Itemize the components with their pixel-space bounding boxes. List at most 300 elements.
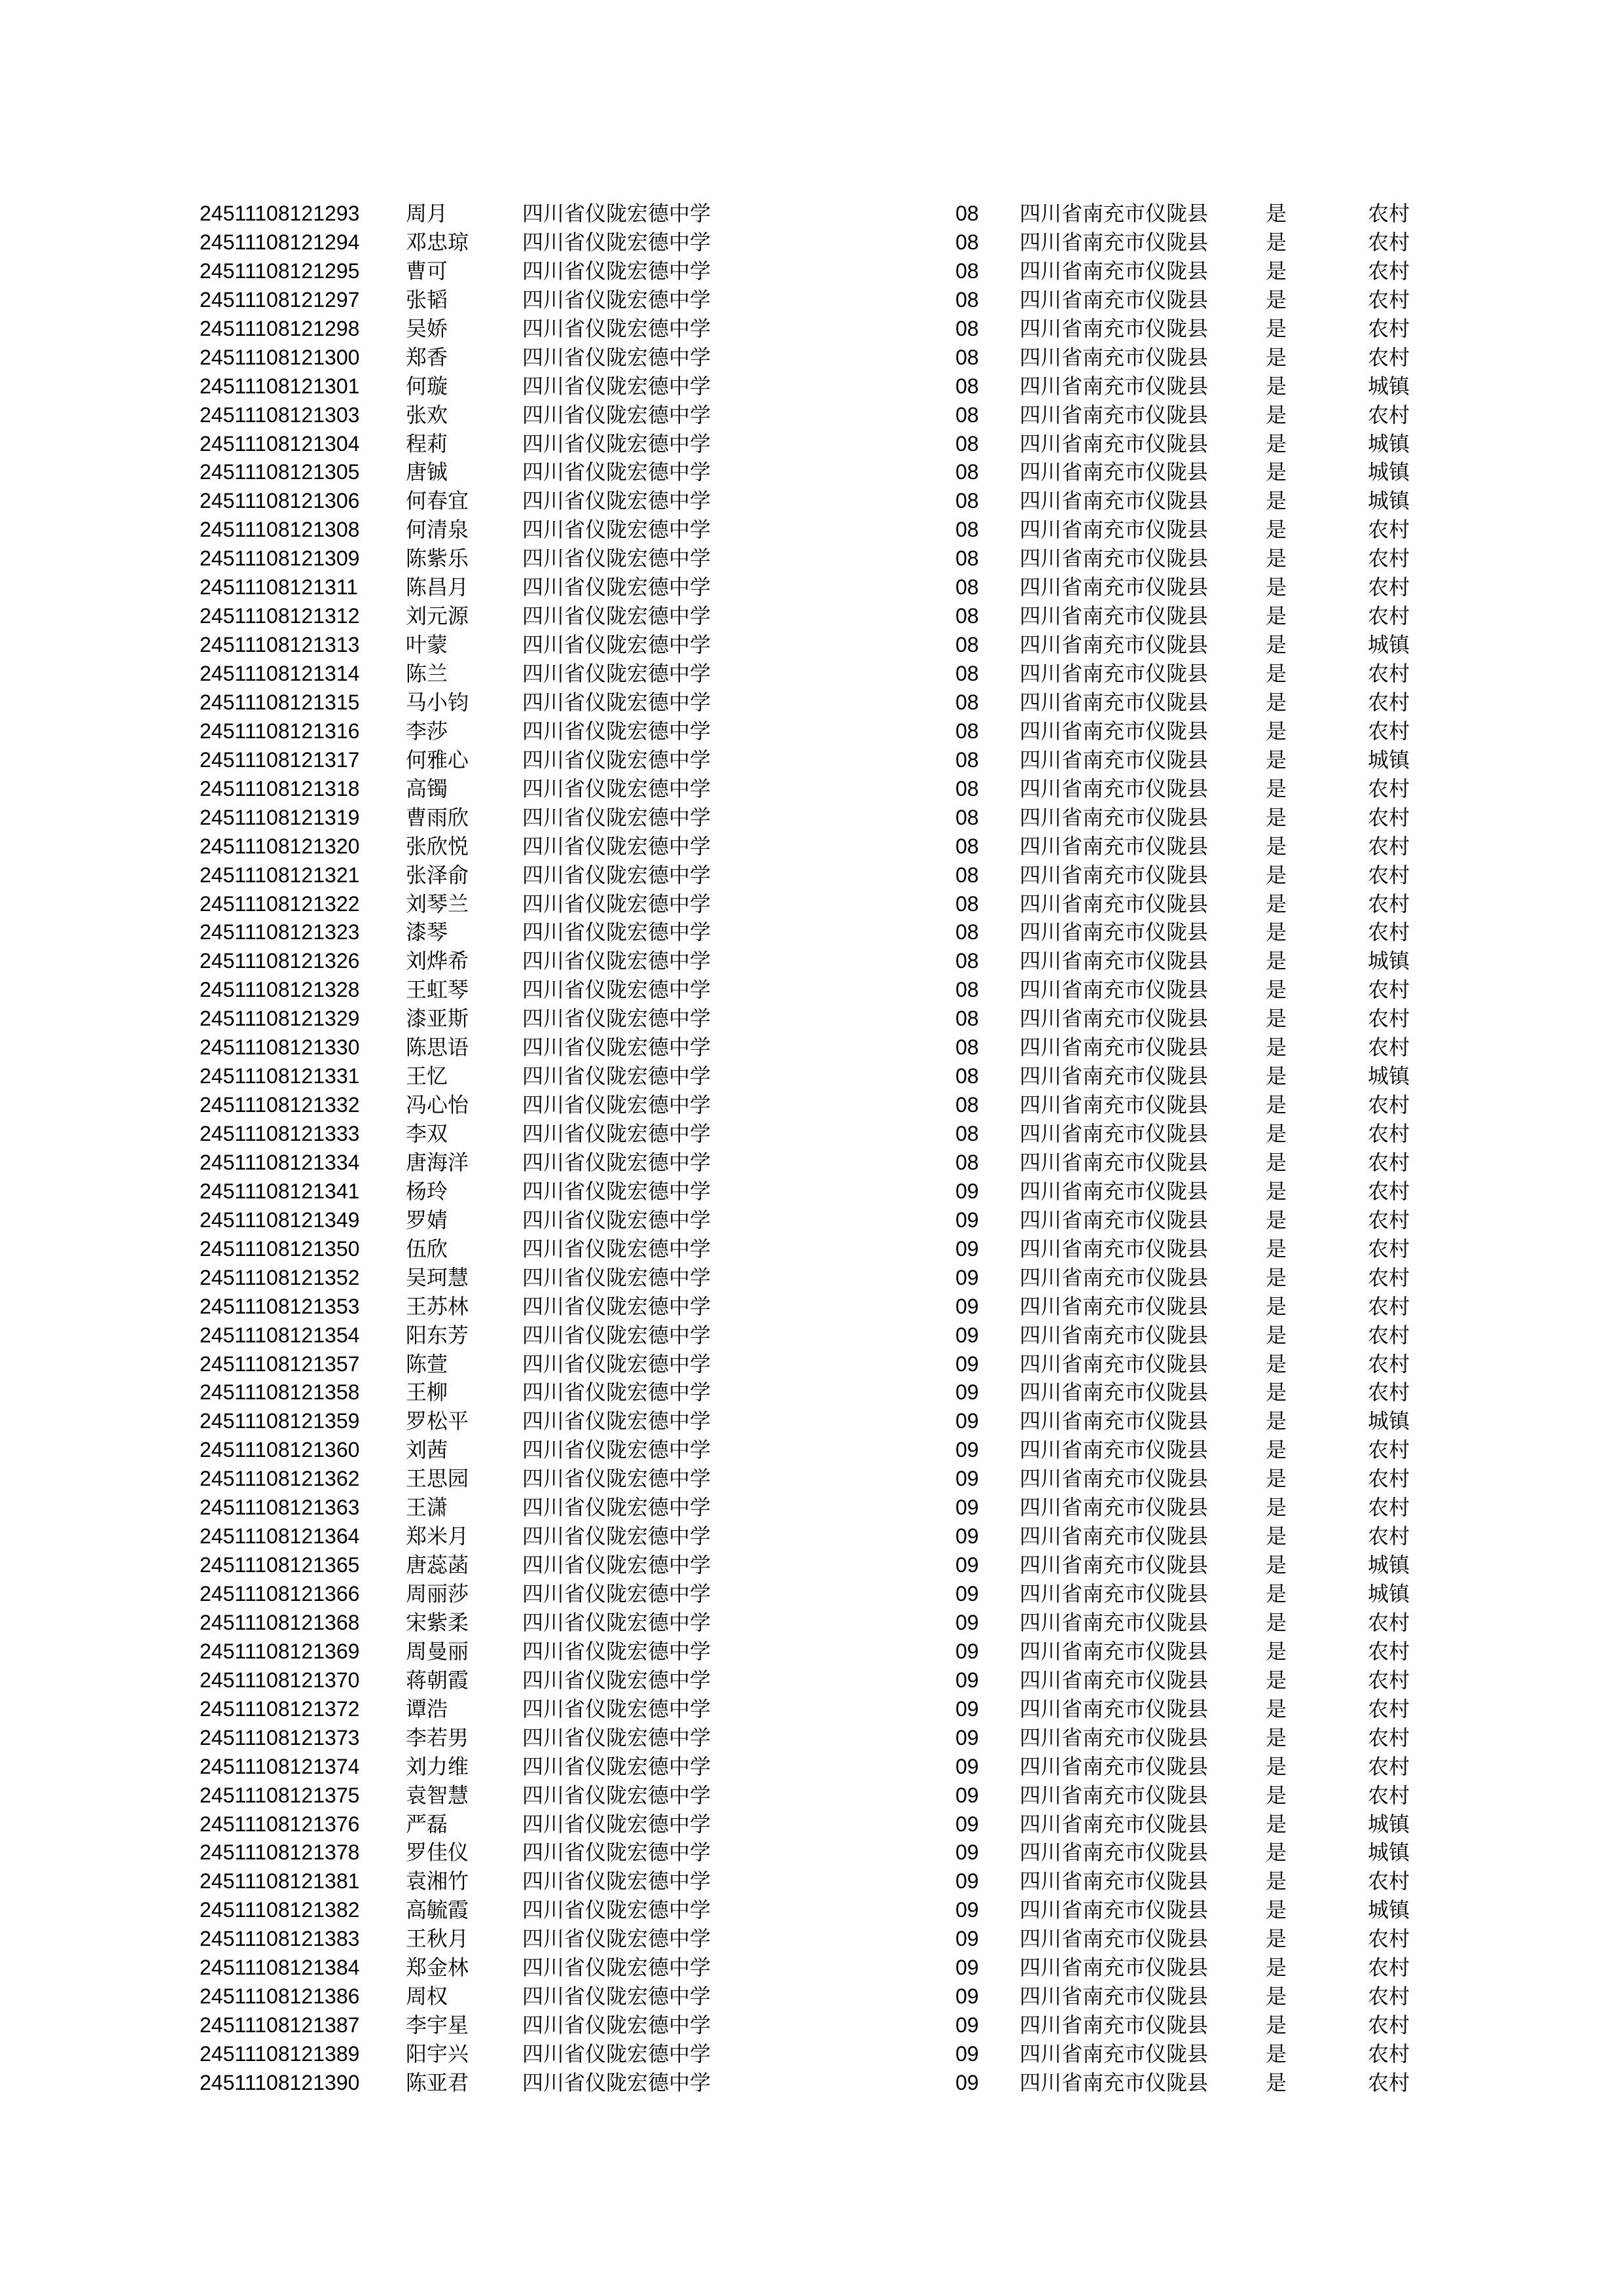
table-row	[0, 717, 1623, 746]
region-cell: 四川省南充市仪陇县	[1020, 776, 1209, 801]
eligibility-cell: 是	[1266, 632, 1287, 658]
student-name-cell: 吴娇	[406, 315, 448, 341]
table-row	[0, 1033, 1623, 1062]
school-cell: 四川省仪陇宏德中学	[522, 1753, 711, 1779]
table-row	[0, 1896, 1623, 1925]
table-row	[0, 2040, 1623, 2069]
school-cell: 四川省仪陇宏德中学	[522, 287, 711, 312]
eligibility-cell: 是	[1266, 287, 1287, 312]
school-cell: 四川省仪陇宏德中学	[522, 402, 711, 427]
region-cell: 四川省南充市仪陇县	[1020, 1437, 1209, 1463]
school-cell: 四川省仪陇宏德中学	[522, 575, 711, 600]
eligibility-cell: 是	[1266, 1782, 1287, 1808]
region-cell: 四川省南充市仪陇县	[1020, 833, 1209, 859]
student-id-cell: 24511108121387	[200, 2013, 360, 2037]
class-number-cell: 08	[955, 489, 979, 513]
class-number-cell: 08	[955, 633, 979, 657]
eligibility-cell: 是	[1266, 2013, 1287, 2038]
school-cell: 四川省仪陇宏德中学	[522, 1897, 711, 1923]
student-id-cell: 24511108121381	[200, 1869, 360, 1893]
student-id-cell: 24511108121321	[200, 863, 360, 887]
roster-table	[0, 200, 1623, 2098]
residence-type-cell: 农村	[1368, 1092, 1410, 1118]
region-cell: 四川省南充市仪陇县	[1020, 2013, 1209, 2038]
region-cell: 四川省南充市仪陇县	[1020, 1524, 1209, 1549]
student-id-cell: 24511108121295	[200, 259, 360, 283]
eligibility-cell: 是	[1266, 229, 1287, 255]
class-number-cell: 09	[955, 2070, 979, 2094]
eligibility-cell: 是	[1266, 344, 1287, 370]
eligibility-cell: 是	[1266, 1322, 1287, 1348]
residence-type-cell: 农村	[1368, 258, 1410, 283]
region-cell: 四川省南充市仪陇县	[1020, 1897, 1209, 1923]
region-cell: 四川省南充市仪陇县	[1020, 373, 1209, 399]
residence-type-cell: 城镇	[1368, 459, 1410, 485]
school-cell: 四川省仪陇宏德中学	[522, 1926, 711, 1952]
table-row	[0, 315, 1623, 344]
region-cell: 四川省南充市仪陇县	[1020, 546, 1209, 571]
table-row	[0, 1782, 1623, 1810]
student-id-cell: 24511108121386	[200, 1984, 360, 2009]
eligibility-cell: 是	[1266, 920, 1287, 945]
school-cell: 四川省仪陇宏德中学	[522, 833, 711, 859]
eligibility-cell: 是	[1266, 201, 1287, 226]
eligibility-cell: 是	[1266, 1840, 1287, 1865]
residence-type-cell: 农村	[1368, 1178, 1410, 1204]
region-cell: 四川省南充市仪陇县	[1020, 1293, 1209, 1319]
region-cell: 四川省南充市仪陇县	[1020, 1380, 1209, 1405]
student-name-cell: 李宇星	[406, 2013, 469, 2038]
student-id-cell: 24511108121319	[200, 805, 360, 829]
eligibility-cell: 是	[1266, 1811, 1287, 1837]
table-row	[0, 689, 1623, 717]
student-name-cell: 陈亚君	[406, 2070, 469, 2095]
student-name-cell: 陈紫乐	[406, 546, 469, 571]
eligibility-cell: 是	[1266, 833, 1287, 859]
table-row	[0, 430, 1623, 459]
eligibility-cell: 是	[1266, 1265, 1287, 1290]
class-number-cell: 09	[955, 1323, 979, 1347]
student-name-cell: 何璇	[406, 373, 448, 399]
student-id-cell: 24511108121309	[200, 547, 360, 571]
region-cell: 四川省南充市仪陇县	[1020, 459, 1209, 485]
region-cell: 四川省南充市仪陇县	[1020, 2041, 1209, 2066]
class-number-cell: 08	[955, 863, 979, 887]
eligibility-cell: 是	[1266, 776, 1287, 801]
student-name-cell: 陈兰	[406, 661, 448, 686]
class-number-cell: 08	[955, 1007, 979, 1031]
student-name-cell: 张欢	[406, 402, 448, 427]
eligibility-cell: 是	[1266, 747, 1287, 772]
table-row	[0, 1724, 1623, 1753]
eligibility-cell: 是	[1266, 402, 1287, 427]
student-id-cell: 24511108121323	[200, 920, 360, 944]
region-cell: 四川省南充市仪陇县	[1020, 1552, 1209, 1578]
class-number-cell: 09	[955, 1639, 979, 1663]
residence-type-cell: 农村	[1368, 344, 1410, 370]
table-row	[0, 1839, 1623, 1867]
student-name-cell: 刘力维	[406, 1753, 469, 1779]
residence-type-cell: 农村	[1368, 1293, 1410, 1319]
region-cell: 四川省南充市仪陇县	[1020, 977, 1209, 1003]
eligibility-cell: 是	[1266, 1121, 1287, 1146]
residence-type-cell: 农村	[1368, 1984, 1410, 2009]
residence-type-cell: 城镇	[1368, 1811, 1410, 1837]
student-name-cell: 周曼丽	[406, 1638, 469, 1664]
region-cell: 四川省南充市仪陇县	[1020, 1609, 1209, 1635]
student-id-cell: 24511108121349	[200, 1208, 360, 1232]
student-id-cell: 24511108121301	[200, 374, 360, 398]
residence-type-cell: 农村	[1368, 1149, 1410, 1175]
class-number-cell: 09	[955, 1294, 979, 1318]
eligibility-cell: 是	[1266, 1955, 1287, 1981]
table-row	[0, 804, 1623, 833]
student-id-cell: 24511108121341	[200, 1179, 360, 1203]
student-name-cell: 袁湘竹	[406, 1869, 469, 1894]
student-name-cell: 吴珂慧	[406, 1265, 469, 1290]
student-id-cell: 24511108121313	[200, 633, 360, 657]
region-cell: 四川省南充市仪陇县	[1020, 1840, 1209, 1865]
eligibility-cell: 是	[1266, 1466, 1287, 1492]
student-name-cell: 周丽莎	[406, 1581, 469, 1606]
table-row	[0, 1982, 1623, 2011]
eligibility-cell: 是	[1266, 891, 1287, 916]
eligibility-cell: 是	[1266, 1064, 1287, 1089]
student-name-cell: 高毓霞	[406, 1897, 469, 1923]
school-cell: 四川省仪陇宏德中学	[522, 862, 711, 888]
residence-type-cell: 城镇	[1368, 1064, 1410, 1089]
table-row	[0, 890, 1623, 919]
class-number-cell: 08	[955, 949, 979, 973]
residence-type-cell: 农村	[1368, 833, 1410, 859]
student-id-cell: 24511108121353	[200, 1294, 360, 1318]
school-cell: 四川省仪陇宏德中学	[522, 488, 711, 514]
student-id-cell: 24511108121298	[200, 316, 360, 340]
region-cell: 四川省南充市仪陇县	[1020, 920, 1209, 945]
table-row	[0, 775, 1623, 804]
class-number-cell: 08	[955, 978, 979, 1002]
school-cell: 四川省仪陇宏德中学	[522, 1035, 711, 1060]
student-name-cell: 王忆	[406, 1064, 448, 1089]
region-cell: 四川省南充市仪陇县	[1020, 1581, 1209, 1606]
school-cell: 四川省仪陇宏德中学	[522, 517, 711, 543]
student-id-cell: 24511108121305	[200, 460, 360, 484]
student-name-cell: 唐铖	[406, 459, 448, 485]
school-cell: 四川省仪陇宏德中学	[522, 201, 711, 226]
region-cell: 四川省南充市仪陇县	[1020, 1006, 1209, 1031]
school-cell: 四川省仪陇宏德中学	[522, 1869, 711, 1894]
eligibility-cell: 是	[1266, 1926, 1287, 1952]
student-id-cell: 24511108121383	[200, 1927, 360, 1951]
region-cell: 四川省南充市仪陇县	[1020, 431, 1209, 456]
table-row	[0, 2069, 1623, 2098]
region-cell: 四川省南充市仪陇县	[1020, 1351, 1209, 1376]
table-row	[0, 1810, 1623, 1839]
school-cell: 四川省仪陇宏德中学	[522, 1293, 711, 1319]
eligibility-cell: 是	[1266, 1581, 1287, 1606]
student-id-cell: 24511108121366	[200, 1582, 360, 1605]
student-name-cell: 刘元源	[406, 603, 469, 629]
table-row	[0, 1580, 1623, 1609]
eligibility-cell: 是	[1266, 373, 1287, 399]
residence-type-cell: 农村	[1368, 1725, 1410, 1750]
residence-type-cell: 农村	[1368, 315, 1410, 341]
eligibility-cell: 是	[1266, 1006, 1287, 1031]
school-cell: 四川省仪陇宏德中学	[522, 373, 711, 399]
student-id-cell: 24511108121373	[200, 1725, 360, 1749]
residence-type-cell: 城镇	[1368, 1840, 1410, 1865]
residence-type-cell: 城镇	[1368, 1897, 1410, 1923]
eligibility-cell: 是	[1266, 1236, 1287, 1261]
student-name-cell: 陈萱	[406, 1351, 448, 1376]
class-number-cell: 09	[955, 1208, 979, 1232]
eligibility-cell: 是	[1266, 488, 1287, 514]
school-cell: 四川省仪陇宏德中学	[522, 891, 711, 916]
table-row	[0, 1005, 1623, 1033]
residence-type-cell: 农村	[1368, 1869, 1410, 1894]
eligibility-cell: 是	[1266, 1380, 1287, 1405]
student-name-cell: 张泽俞	[406, 862, 469, 888]
region-cell: 四川省南充市仪陇县	[1020, 661, 1209, 686]
school-cell: 四川省仪陇宏德中学	[522, 431, 711, 456]
student-name-cell: 杨玲	[406, 1178, 448, 1204]
student-id-cell: 24511108121364	[200, 1524, 360, 1549]
residence-type-cell: 农村	[1368, 1035, 1410, 1060]
student-name-cell: 马小钧	[406, 689, 469, 715]
school-cell: 四川省仪陇宏德中学	[522, 1552, 711, 1578]
region-cell: 四川省南充市仪陇县	[1020, 287, 1209, 312]
student-name-cell: 何清泉	[406, 517, 469, 543]
student-id-cell: 24511108121316	[200, 719, 360, 743]
student-name-cell: 冯心怡	[406, 1092, 469, 1118]
eligibility-cell: 是	[1266, 258, 1287, 283]
class-number-cell: 09	[955, 1610, 979, 1634]
region-cell: 四川省南充市仪陇县	[1020, 1926, 1209, 1952]
residence-type-cell: 农村	[1368, 1437, 1410, 1463]
table-row	[0, 660, 1623, 689]
school-cell: 四川省仪陇宏德中学	[522, 718, 711, 744]
residence-type-cell: 农村	[1368, 1006, 1410, 1031]
residence-type-cell: 农村	[1368, 689, 1410, 715]
eligibility-cell: 是	[1266, 1293, 1287, 1319]
region-cell: 四川省南充市仪陇县	[1020, 1207, 1209, 1232]
school-cell: 四川省仪陇宏德中学	[522, 229, 711, 255]
region-cell: 四川省南充市仪陇县	[1020, 689, 1209, 715]
student-name-cell: 王思园	[406, 1466, 469, 1492]
student-name-cell: 邓忠琼	[406, 229, 469, 255]
table-row	[0, 1867, 1623, 1896]
class-number-cell: 09	[955, 1725, 979, 1749]
class-number-cell: 08	[955, 460, 979, 484]
student-id-cell: 24511108121354	[200, 1323, 360, 1347]
table-row	[0, 1120, 1623, 1149]
student-name-cell: 李双	[406, 1121, 448, 1146]
student-id-cell: 24511108121359	[200, 1409, 360, 1433]
student-id-cell: 24511108121374	[200, 1754, 360, 1778]
table-row	[0, 1638, 1623, 1666]
table-row	[0, 516, 1623, 545]
residence-type-cell: 城镇	[1368, 488, 1410, 514]
class-number-cell: 09	[955, 1380, 979, 1405]
table-row	[0, 1091, 1623, 1120]
table-row	[0, 1494, 1623, 1522]
residence-type-cell: 城镇	[1368, 747, 1410, 772]
school-cell: 四川省仪陇宏德中学	[522, 1380, 711, 1405]
student-id-cell: 24511108121372	[200, 1696, 360, 1721]
table-row	[0, 573, 1623, 602]
residence-type-cell: 农村	[1368, 920, 1410, 945]
residence-type-cell: 农村	[1368, 1667, 1410, 1693]
residence-type-cell: 农村	[1368, 1265, 1410, 1290]
student-name-cell: 唐海洋	[406, 1149, 469, 1175]
residence-type-cell: 农村	[1368, 804, 1410, 830]
school-cell: 四川省仪陇宏德中学	[522, 1782, 711, 1808]
student-name-cell: 郑金林	[406, 1955, 469, 1981]
eligibility-cell: 是	[1266, 661, 1287, 686]
region-cell: 四川省南充市仪陇县	[1020, 1149, 1209, 1175]
student-id-cell: 24511108121365	[200, 1553, 360, 1577]
class-number-cell: 09	[955, 1984, 979, 2009]
student-id-cell: 24511108121306	[200, 489, 360, 513]
student-id-cell: 24511108121308	[200, 518, 360, 542]
class-number-cell: 08	[955, 747, 979, 772]
region-cell: 四川省南充市仪陇县	[1020, 1667, 1209, 1693]
school-cell: 四川省仪陇宏德中学	[522, 258, 711, 283]
class-number-cell: 09	[955, 1524, 979, 1549]
class-number-cell: 09	[955, 1553, 979, 1577]
student-id-cell: 24511108121362	[200, 1467, 360, 1491]
region-cell: 四川省南充市仪陇县	[1020, 1869, 1209, 1894]
school-cell: 四川省仪陇宏德中学	[522, 1064, 711, 1089]
student-name-cell: 袁智慧	[406, 1782, 469, 1808]
eligibility-cell: 是	[1266, 1178, 1287, 1204]
table-row	[0, 1206, 1623, 1235]
school-cell: 四川省仪陇宏德中学	[522, 2070, 711, 2095]
school-cell: 四川省仪陇宏德中学	[522, 1581, 711, 1606]
region-cell: 四川省南充市仪陇县	[1020, 1121, 1209, 1146]
eligibility-cell: 是	[1266, 1609, 1287, 1635]
student-name-cell: 曹可	[406, 258, 448, 283]
class-number-cell: 09	[955, 2042, 979, 2066]
student-name-cell: 何雅心	[406, 747, 469, 772]
student-id-cell: 24511108121389	[200, 2042, 360, 2066]
residence-type-cell: 农村	[1368, 1121, 1410, 1146]
region-cell: 四川省南充市仪陇县	[1020, 1236, 1209, 1261]
eligibility-cell: 是	[1266, 1552, 1287, 1578]
school-cell: 四川省仪陇宏德中学	[522, 1437, 711, 1463]
student-name-cell: 严磊	[406, 1811, 448, 1837]
class-number-cell: 09	[955, 1812, 979, 1836]
class-number-cell: 08	[955, 1064, 979, 1088]
class-number-cell: 09	[955, 1783, 979, 1807]
school-cell: 四川省仪陇宏德中学	[522, 2013, 711, 2038]
school-cell: 四川省仪陇宏德中学	[522, 920, 711, 945]
region-cell: 四川省南充市仪陇县	[1020, 488, 1209, 514]
region-cell: 四川省南充市仪陇县	[1020, 1811, 1209, 1837]
region-cell: 四川省南充市仪陇县	[1020, 1725, 1209, 1750]
student-name-cell: 张韬	[406, 287, 448, 312]
class-number-cell: 08	[955, 518, 979, 542]
eligibility-cell: 是	[1266, 575, 1287, 600]
student-name-cell: 宋紫柔	[406, 1609, 469, 1635]
table-row	[0, 1695, 1623, 1724]
table-row	[0, 1062, 1623, 1091]
student-id-cell: 24511108121378	[200, 1840, 360, 1865]
class-number-cell: 08	[955, 1122, 979, 1145]
table-row	[0, 1753, 1623, 1782]
class-number-cell: 09	[955, 1438, 979, 1462]
class-number-cell: 09	[955, 2013, 979, 2037]
table-row	[0, 1925, 1623, 1954]
residence-type-cell: 农村	[1368, 977, 1410, 1003]
student-name-cell: 唐蕊菡	[406, 1552, 469, 1578]
class-number-cell: 09	[955, 1265, 979, 1289]
class-number-cell: 09	[955, 1409, 979, 1433]
residence-type-cell: 农村	[1368, 776, 1410, 801]
table-row	[0, 1293, 1623, 1321]
student-id-cell: 24511108121329	[200, 1007, 360, 1031]
region-cell: 四川省南充市仪陇县	[1020, 1092, 1209, 1118]
school-cell: 四川省仪陇宏德中学	[522, 1466, 711, 1492]
residence-type-cell: 农村	[1368, 603, 1410, 629]
region-cell: 四川省南充市仪陇县	[1020, 402, 1209, 427]
residence-type-cell: 农村	[1368, 1955, 1410, 1981]
region-cell: 四川省南充市仪陇县	[1020, 1178, 1209, 1204]
class-number-cell: 09	[955, 1582, 979, 1605]
student-id-cell: 24511108121360	[200, 1438, 360, 1462]
school-cell: 四川省仪陇宏德中学	[522, 632, 711, 658]
eligibility-cell: 是	[1266, 689, 1287, 715]
region-cell: 四川省南充市仪陇县	[1020, 891, 1209, 916]
table-row	[0, 2011, 1623, 2040]
student-name-cell: 刘茜	[406, 1437, 448, 1463]
student-id-cell: 24511108121318	[200, 776, 360, 800]
region-cell: 四川省南充市仪陇县	[1020, 1696, 1209, 1721]
region-cell: 四川省南充市仪陇县	[1020, 344, 1209, 370]
school-cell: 四川省仪陇宏德中学	[522, 1495, 711, 1520]
class-number-cell: 09	[955, 1840, 979, 1865]
region-cell: 四川省南充市仪陇县	[1020, 1955, 1209, 1981]
region-cell: 四川省南充市仪陇县	[1020, 1408, 1209, 1434]
region-cell: 四川省南充市仪陇县	[1020, 948, 1209, 974]
residence-type-cell: 农村	[1368, 661, 1410, 686]
residence-type-cell: 农村	[1368, 1926, 1410, 1952]
class-number-cell: 08	[955, 547, 979, 571]
student-id-cell: 24511108121376	[200, 1812, 360, 1836]
student-name-cell: 李若男	[406, 1725, 469, 1750]
student-id-cell: 24511108121328	[200, 978, 360, 1002]
residence-type-cell: 农村	[1368, 891, 1410, 916]
student-id-cell: 24511108121300	[200, 345, 360, 369]
region-cell: 四川省南充市仪陇县	[1020, 862, 1209, 888]
region-cell: 四川省南充市仪陇县	[1020, 1782, 1209, 1808]
student-id-cell: 24511108121358	[200, 1380, 360, 1405]
eligibility-cell: 是	[1266, 948, 1287, 974]
class-number-cell: 08	[955, 719, 979, 743]
class-number-cell: 08	[955, 1093, 979, 1117]
eligibility-cell: 是	[1266, 862, 1287, 888]
table-row	[0, 1551, 1623, 1580]
school-cell: 四川省仪陇宏德中学	[522, 1178, 711, 1204]
class-number-cell: 09	[955, 1927, 979, 1951]
school-cell: 四川省仪陇宏德中学	[522, 1524, 711, 1549]
region-cell: 四川省南充市仪陇县	[1020, 517, 1209, 543]
residence-type-cell: 农村	[1368, 1322, 1410, 1348]
residence-type-cell: 城镇	[1368, 431, 1410, 456]
student-name-cell: 曹雨欣	[406, 804, 469, 830]
region-cell: 四川省南充市仪陇县	[1020, 1035, 1209, 1060]
school-cell: 四川省仪陇宏德中学	[522, 1322, 711, 1348]
